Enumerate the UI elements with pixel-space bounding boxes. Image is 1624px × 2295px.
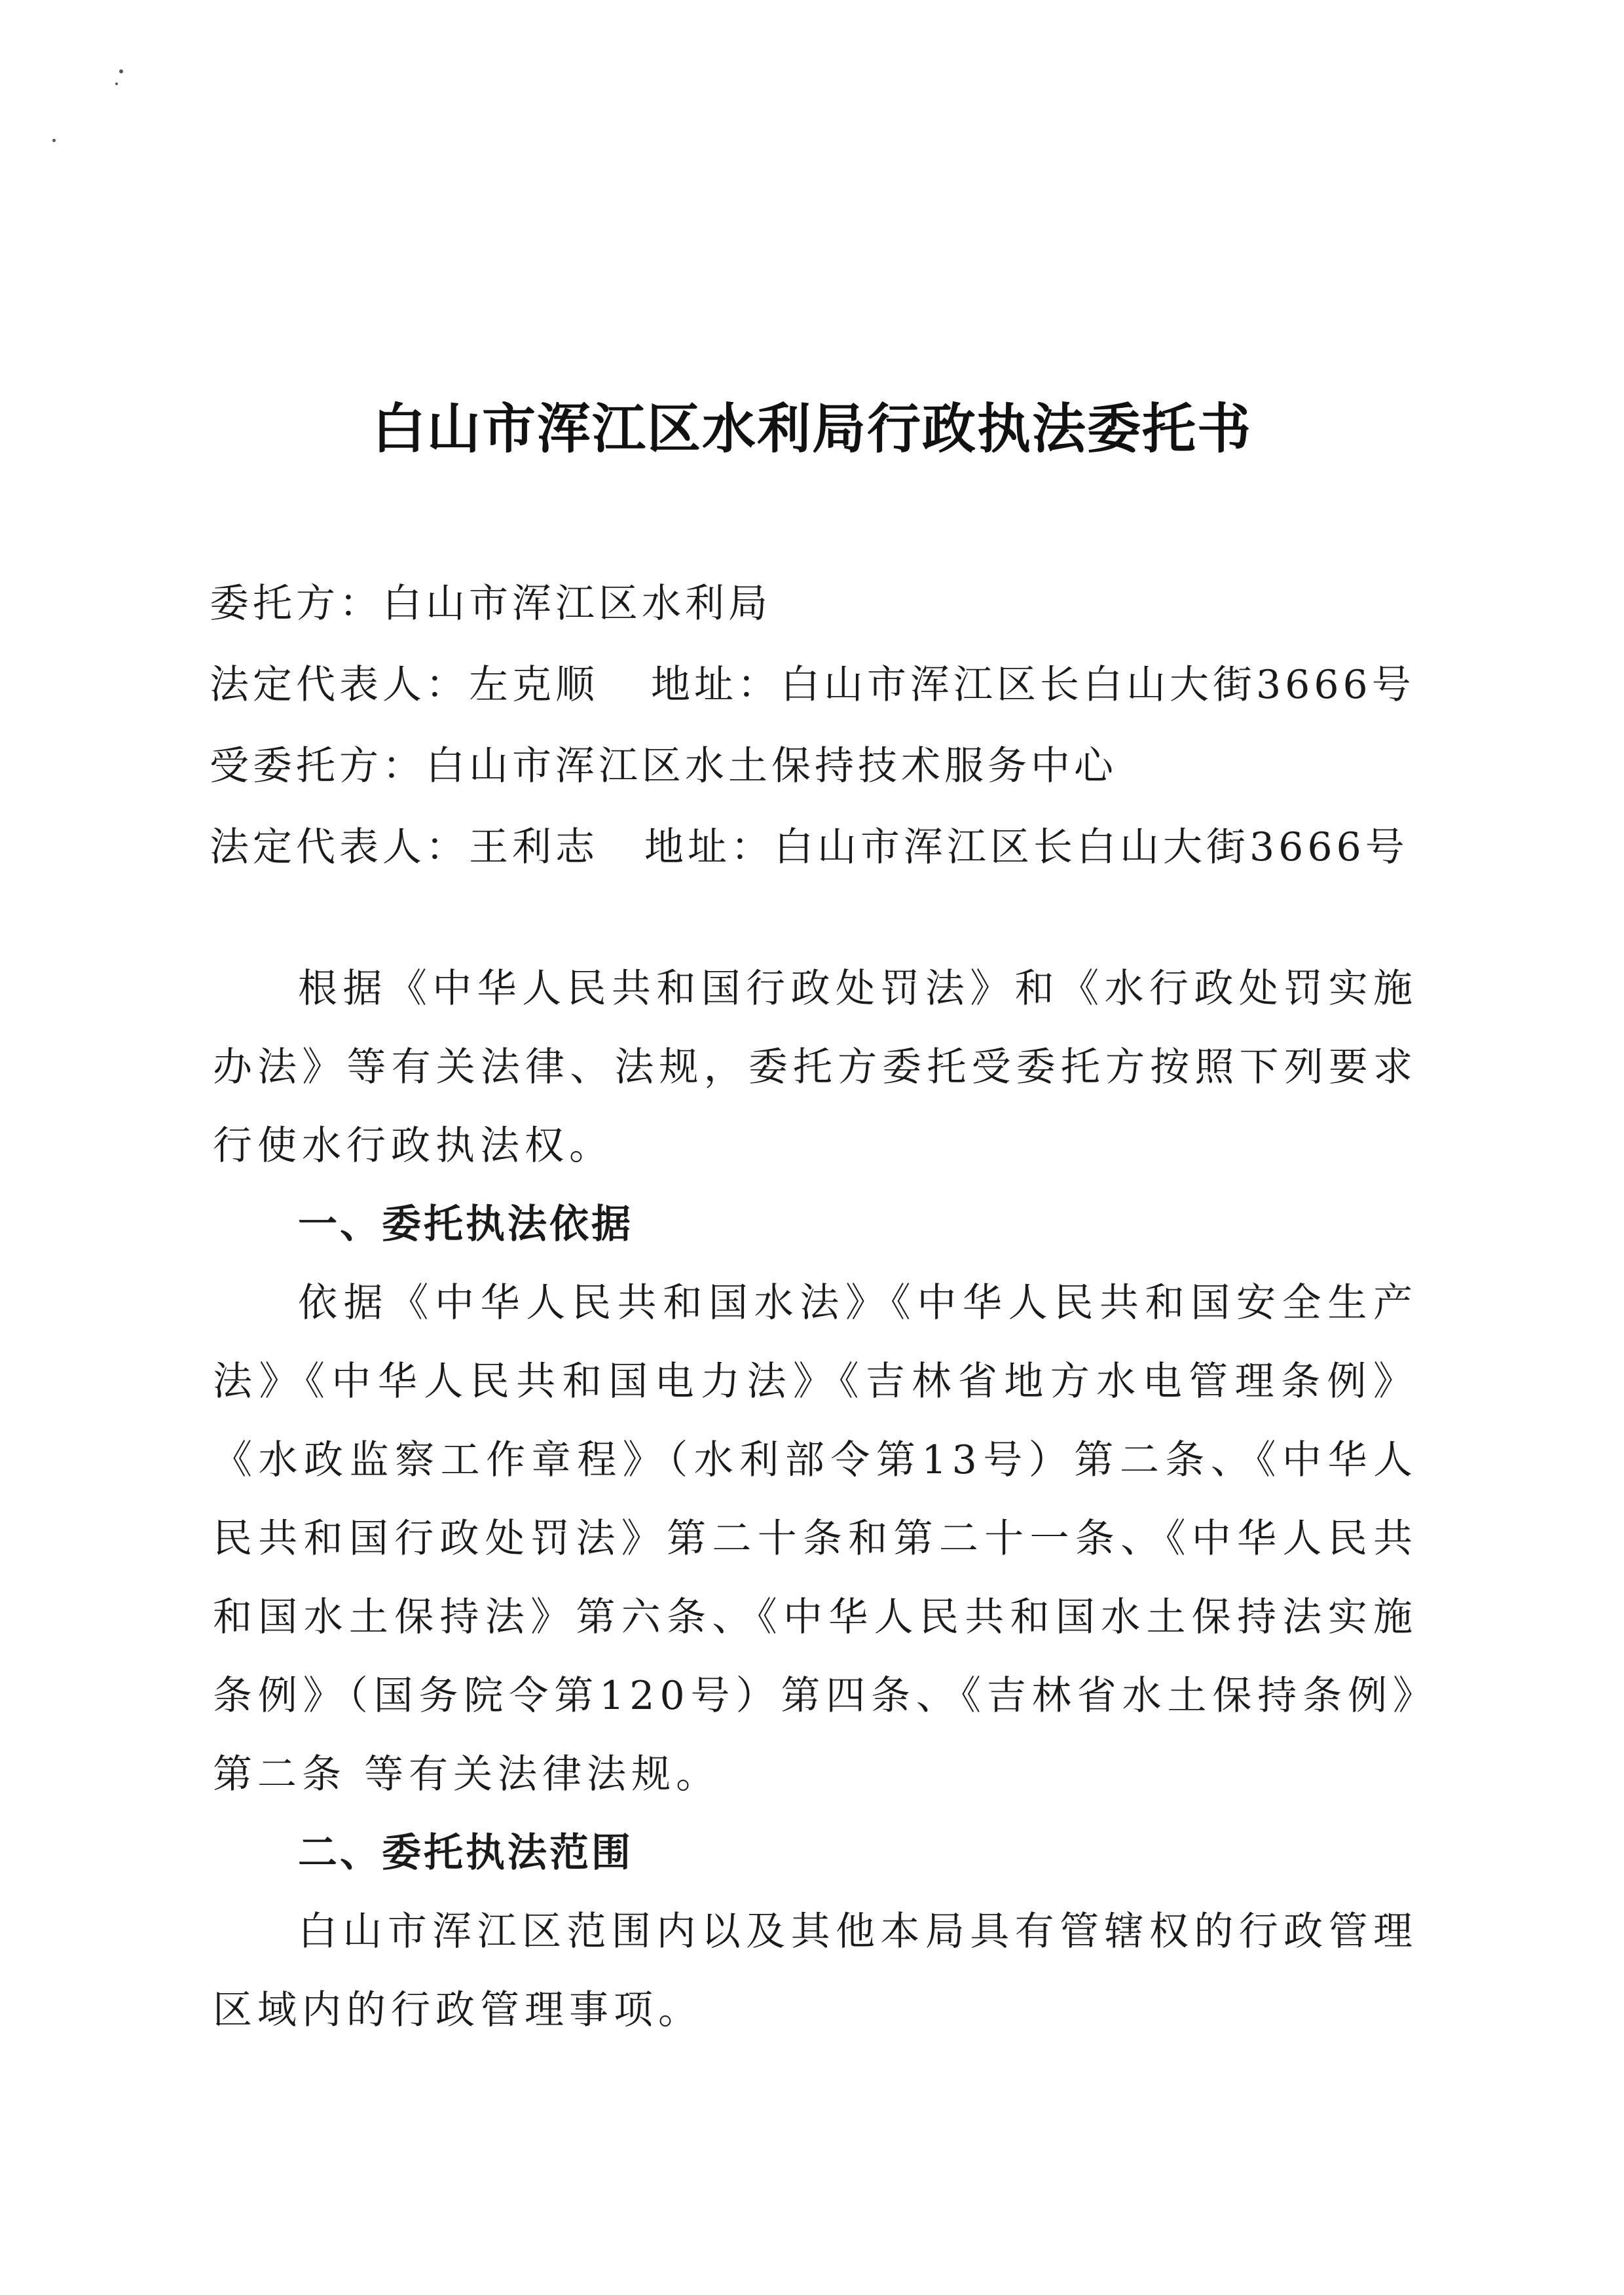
document-title: 白山市浑江区水利局行政执法委托书: [371, 398, 1252, 460]
agent-rep-label: 法定代表人：: [210, 824, 469, 870]
section-text-basis: 依据《中华人民共和国水法》《中华人民共和国安全生产法》《中华人民共和国电力法》《吉林省地方水电管理条例》《水政监察工作章程》（水利部令第13号）第二条、《中华人民共和国行政处罚法》第二十条和第二十一条、《中华人民共和国水土保持法》第六条、《中华人民共和国水土保持法实施条例》（国务院令第120号）第四条、《吉林省水土保持条例》第二条 等有关法律法规。: [213, 1280, 1418, 1797]
principal-rep-line: [210, 644, 1441, 725]
scan-speck: [119, 69, 123, 73]
agent-rep-name: 王利志: [469, 824, 599, 870]
principal-line: [210, 563, 1441, 644]
agent-address: 白山市浑江区长白山大街3666号: [774, 824, 1409, 870]
principal-address: 白山市浑江区长白山大街3666号: [781, 662, 1415, 708]
section-text-scope: 白山市浑江区范围内以及其他本局具有管辖权的行政管理区域内的行政管理事项。: [213, 1909, 1418, 2033]
principal-name: 白山市浑江区水利局: [382, 581, 771, 627]
scan-speck: [52, 139, 56, 142]
scan-speck: [115, 83, 118, 85]
section-heading-basis: 一、委托执法依据: [298, 1202, 633, 1247]
section-heading-scope: 二、委托执法范围: [298, 1830, 633, 1876]
principal-address-label: 地址：: [651, 662, 781, 708]
document-body: [213, 949, 1418, 2049]
agent-address-label: 地址：: [644, 824, 774, 870]
principal-label: 委托方：: [210, 581, 382, 627]
agent-rep-line: [210, 807, 1441, 888]
parties-block: [210, 563, 1441, 888]
principal-rep-name: 左克顺: [469, 662, 599, 708]
agent-label: 受委托方：: [210, 743, 426, 789]
agent-line: [210, 725, 1441, 807]
agent-name: 白山市浑江区水土保持技术服务中心: [426, 743, 1117, 789]
intro-paragraph: 根据《中华人民共和国行政处罚法》和《水行政处罚实施办法》等有关法律、法规，委托方委托受委托方按照下列要求行使水行政执法权。: [213, 966, 1418, 1169]
principal-rep-label: 法定代表人：: [210, 662, 469, 708]
